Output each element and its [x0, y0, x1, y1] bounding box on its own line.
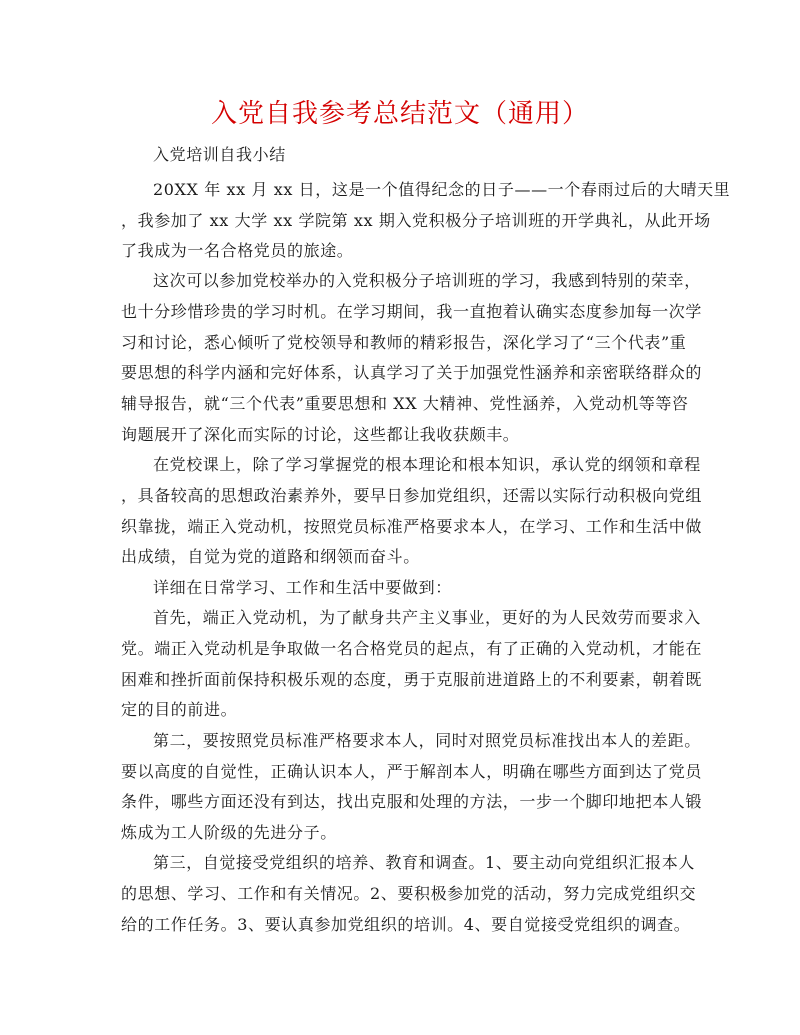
text-line: 给的工作任务。3、要认真参加党组织的培训。4、要自觉接受党组织的调查。 — [121, 915, 691, 934]
text-line: 要思想的科学内涵和完好体系，认真学习了关于加强党性涵养和亲密联络群众的 — [121, 363, 703, 382]
text-line: 也十分珍惜珍贵的学习时机。在学习期间，我一直抱着认确实态度参加每一次学 — [121, 302, 703, 321]
text-line: 党。端正入党动机是争取做一名合格党员的起点，有了正确的入党动机，才能在 — [121, 639, 703, 658]
text-line: 第三，自觉接受党组织的培养、教育和调查。1、要主动向党组织汇报本人 — [153, 853, 695, 872]
text-line: 织靠拢，端正入党动机，按照党员标准严格要求本人，在学习、工作和生活中做 — [121, 517, 703, 536]
text-line: 条件，哪些方面还没有到达，找出克服和处理的方法，一步一个脚印地把本人锻 — [121, 792, 703, 811]
text-line: 20XX 年 xx 月 xx 日，这是一个值得纪念的日子——一个春雨过后的大晴天里 — [153, 180, 731, 199]
text-line: 在党校课上，除了学习掌握党的根本理论和根本知识，承认党的纲领和章程 — [153, 455, 701, 474]
text-line: 第二，要按照党员标准严格要求本人，同时对照党员标准找出本人的差距。 — [153, 731, 701, 750]
text-line: 首先，端正入党动机，为了献身共产主义事业，更好的为人民效劳而要求入 — [153, 608, 701, 627]
document-title: 入党自我参考总结范文（通用） — [210, 99, 589, 129]
text-line: 了我成为一名合格党员的旅途。 — [121, 241, 354, 260]
text-line: 出成绩，自觉为党的道路和纲领而奋斗。 — [121, 547, 420, 566]
text-line: ，具备较高的思想政治素养外，要早日参加党组织，还需以实际行动积极向党组 — [121, 486, 703, 505]
text-line: 要以高度的自觉性，正确认识本人，严于解剖本人，明确在哪些方面到达了党员 — [121, 762, 703, 781]
text-line: 辅导报告，就“三个代表”重要思想和 XX 大精神、党性涵养，入党动机等等咨 — [121, 394, 689, 413]
text-line: 定的目的前进。 — [121, 700, 238, 719]
text-line: 这次可以参加党校举办的入党积极分子培训班的学习，我感到特别的荣幸， — [153, 271, 701, 290]
text-line: 困难和挫折面前保持积极乐观的态度，勇于克服前进道路上的不利要素，朝着既 — [121, 670, 703, 689]
text-line: 炼成为工人阶级的先进分子。 — [121, 823, 337, 842]
text-line: ，我参加了 xx 大学 xx 学院第 xx 期入党积极分子培训班的开学典礼，从此开场 — [121, 211, 711, 230]
text-line: 习和讨论，悉心倾听了党校领导和教师的精彩报告，深化学习了“三个代表”重 — [121, 333, 687, 352]
text-line: 详细在日常学习、工作和生活中要做到： — [153, 578, 452, 597]
subtitle: 入党培训自我小结 — [153, 145, 286, 164]
text-line: 询题展开了深化而实际的讨论，这些都让我收获颇丰。 — [121, 425, 520, 444]
text-line: 的思想、学习、工作和有关情况。2、要积极参加党的活动，努力完成党组织交 — [121, 884, 697, 903]
